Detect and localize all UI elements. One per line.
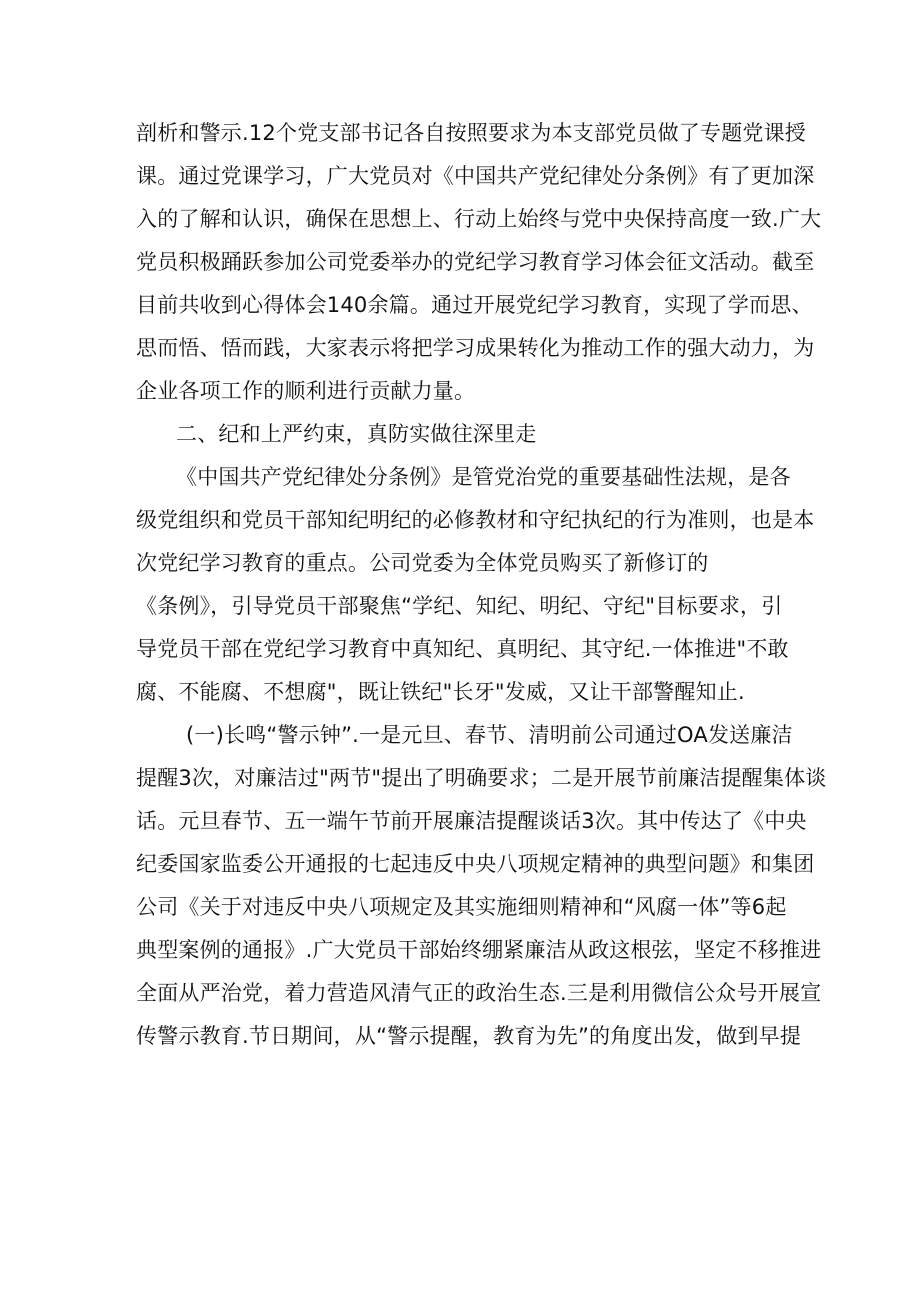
text-line-17: 话。元旦春节、五一端午节前开展廉洁提醒谈话3次。其中传达了《中央 <box>136 809 807 833</box>
text-line-9: 《中国共产党纪律处分条例》是管党治党的重要基础性法规，是各 <box>176 465 791 489</box>
text-line-1: 剖析和警示.12个党支部书记各自按照要求为本支部党员做了专题党课授 <box>136 121 806 145</box>
text-line-21: 全面从严治党，着力营造风清气正的政治生态.三是利用微信公众号开展宣 <box>136 981 822 1005</box>
text-line-2: 课。通过党课学习，广大党员对《中国共产党纪律处分条例》有了更加深 <box>136 164 815 188</box>
text-line-6: 思而悟、悟而践，大家表示将把学习成果转化为推动工作的强大动力，为 <box>136 336 815 360</box>
text-line-11: 次党纪学习教育的重点。公司党委为全体党员购买了新修订的 <box>136 551 709 575</box>
text-line-14: 腐、不能腐、不想腐"，既让铁纪"长牙"发威，又让干部警醒知止. <box>136 680 745 704</box>
text-line-22: 传警示教育.节日期间，从“警示提醒，教育为先”的角度出发，做到早提 <box>136 1024 802 1048</box>
text-line-10: 级党组织和党员干部知纪明纪的必修教材和守纪执纪的行为准则，也是本 <box>136 508 815 532</box>
subsection-heading: (一)长鸣“警示钟”.一是元旦、春节、清明前公司通过OA发送廉洁 <box>186 723 793 747</box>
text-line-5: 目前共收到心得体会140余篇。通过开展党纪学习教育，实现了学而思、 <box>136 293 813 317</box>
text-line-16: 提醒3次，对廉洁过"两节"提出了明确要求；二是开展节前廉洁提醒集体谈 <box>136 766 827 790</box>
text-line-7: 企业各项工作的顺利进行贡献力量。 <box>136 379 476 403</box>
text-line-3: 入的了解和认识，确保在思想上、行动上始终与党中央保持高度一致.广大 <box>136 207 822 231</box>
text-line-20: 典型案例的通报》.广大党员干部始终绷紧廉洁从政这根弦，坚定不移推进 <box>136 938 822 962</box>
text-line-18: 纪委国家监委公开通报的七起违反中央八项规定精神的典型问题》和集团 <box>136 852 815 876</box>
text-line-12: 《条例》，引导党员干部聚焦“学纪、知纪、明纪、守纪"目标要求，引 <box>136 594 783 618</box>
section-heading: 二、纪和上严约束，真防实做往深里走 <box>176 422 537 446</box>
text-line-19: 公司《关于对违反中央八项规定及其实施细则精神和“风腐一体”等6起 <box>136 895 787 919</box>
text-line-13: 导党员干部在党纪学习教育中真知纪、真明纪、其守纪.一体推进"不敢 <box>136 637 789 661</box>
text-line-4: 党员积极踊跃参加公司党委举办的党纪学习教育学习体会征文活动。截至 <box>136 250 815 274</box>
